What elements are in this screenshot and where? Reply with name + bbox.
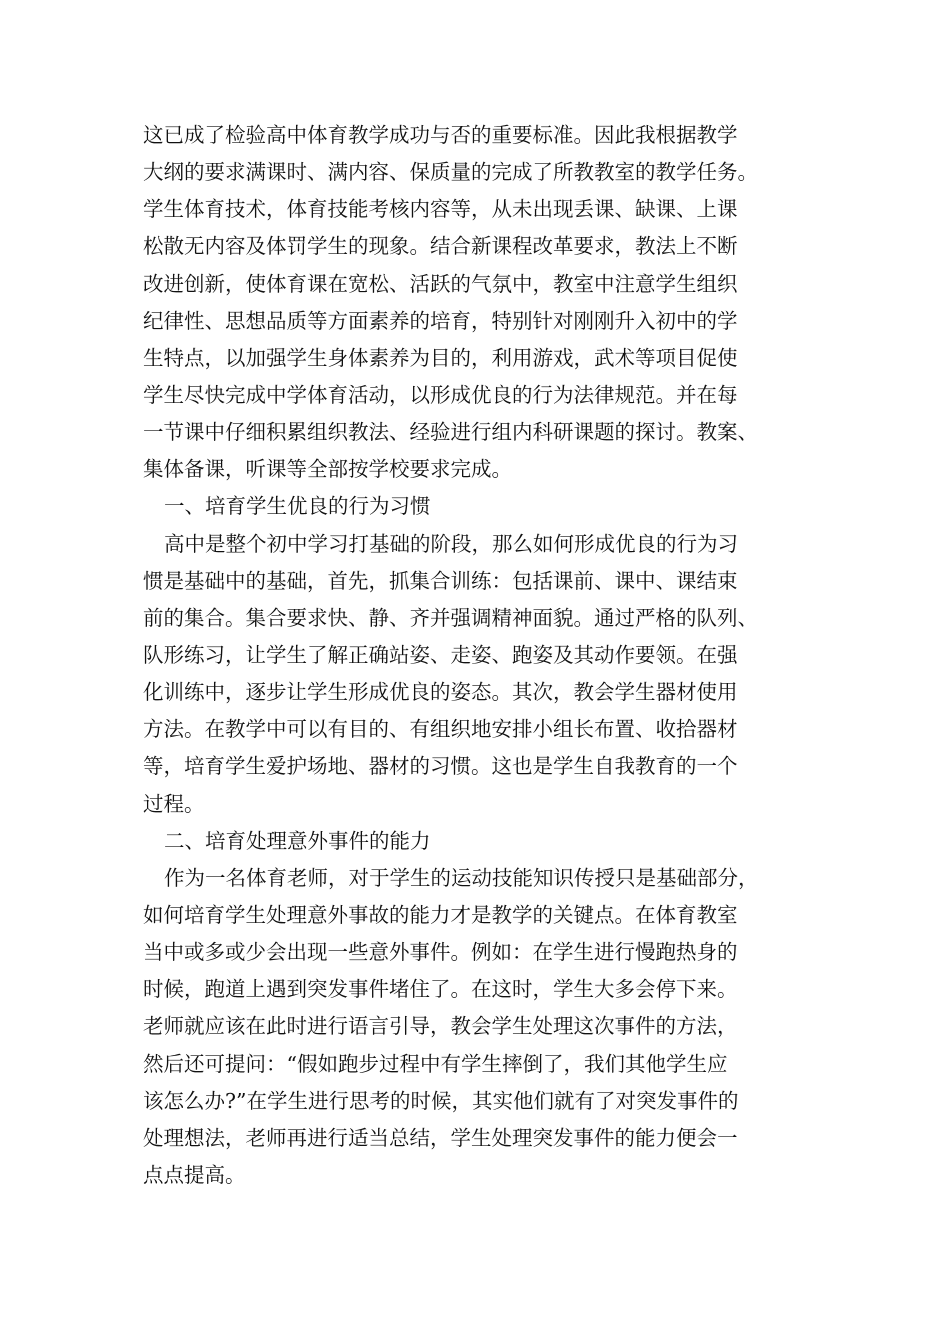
text-line: 松散无内容及体罚学生的现象。结合新课程改革要求，教法上不断 bbox=[143, 234, 738, 259]
text-line: 化训练中，逐步让学生形成优良的姿态。其次，教会学生器材使用 bbox=[143, 680, 738, 705]
text-line: 点点提高。 bbox=[143, 1162, 246, 1187]
text-line: 高中是整个初中学习打基础的阶段，那么如何形成优良的行为习 bbox=[164, 531, 738, 556]
text-line: 如何培育学生处理意外事故的能力才是教学的关键点。在体育教室 bbox=[143, 902, 738, 927]
text-line: 惯是基础中的基础，首先，抓集合训练：包括课前、课中、课结束 bbox=[143, 568, 738, 593]
text-line: 作为一名体育老师，对于学生的运动技能知识传授只是基础部分， bbox=[164, 865, 759, 890]
text-line: 前的集合。集合要求快、静、齐并强调精神面貌。通过严格的队列、 bbox=[143, 605, 758, 630]
body-text bbox=[143, 117, 823, 1194]
text-line: 学生体育技术，体育技能考核内容等，从未出现丢课、缺课、上课 bbox=[143, 197, 738, 222]
section-heading: 一、培育学生优良的行为习惯 bbox=[164, 494, 431, 519]
text-line: 等，培育学生爱护场地、器材的习惯。这也是学生自我教育的一个 bbox=[143, 754, 738, 779]
text-line: 这已成了检验高中体育教学成功与否的重要标准。因此我根据教学 bbox=[143, 123, 738, 147]
text-line: 然后还可提问：“假如跑步过程中有学生摔倒了，我们其他学生应 bbox=[143, 1051, 728, 1076]
text-line: 时候，跑道上遇到突发事件堵住了。在这时，学生大多会停下来。 bbox=[143, 977, 738, 1002]
text-line: 处理想法，老师再进行适当总结，学生处理突发事件的能力便会一 bbox=[143, 1125, 738, 1150]
text-line: 过程。 bbox=[143, 791, 205, 816]
text-line: 一节课中仔细积累组织教法、经验进行组内科研课题的探讨。教案、 bbox=[143, 420, 758, 445]
text-line: 老师就应该在此时进行语言引导，教会学生处理这次事件的方法， bbox=[143, 1014, 738, 1039]
section-heading: 二、培育处理意外事件的能力 bbox=[164, 828, 431, 853]
text-line: 队形练习，让学生了解正确站姿、走姿、跑姿及其动作要领。在强 bbox=[143, 642, 738, 667]
text-line: 集体备课，听课等全部按学校要求完成。 bbox=[143, 457, 512, 482]
text-line: 学生尽快完成中学体育活动，以形成优良的行为法律规范。并在每 bbox=[143, 382, 738, 407]
text-line: 改进创新，使体育课在宽松、活跃的气氛中，教室中注意学生组织 bbox=[143, 271, 738, 296]
text-line: 大纲的要求满课时、满内容、保质量的完成了所教教室的教学任务。 bbox=[143, 160, 758, 185]
text-line: 方法。在教学中可以有目的、有组织地安排小组长布置、收拾器材 bbox=[143, 717, 738, 742]
text-line: 当中或多或少会出现一些意外事件。例如：在学生进行慢跑热身的 bbox=[143, 940, 738, 965]
text-line: 该怎么办?”在学生进行思考的时候，其实他们就有了对突发事件的 bbox=[143, 1088, 739, 1113]
text-line: 生特点，以加强学生身体素养为目的，利用游戏，武术等项目促使 bbox=[143, 345, 738, 370]
text-line: 纪律性、思想品质等方面素养的培育，特别针对刚刚升入初中的学 bbox=[143, 308, 738, 333]
